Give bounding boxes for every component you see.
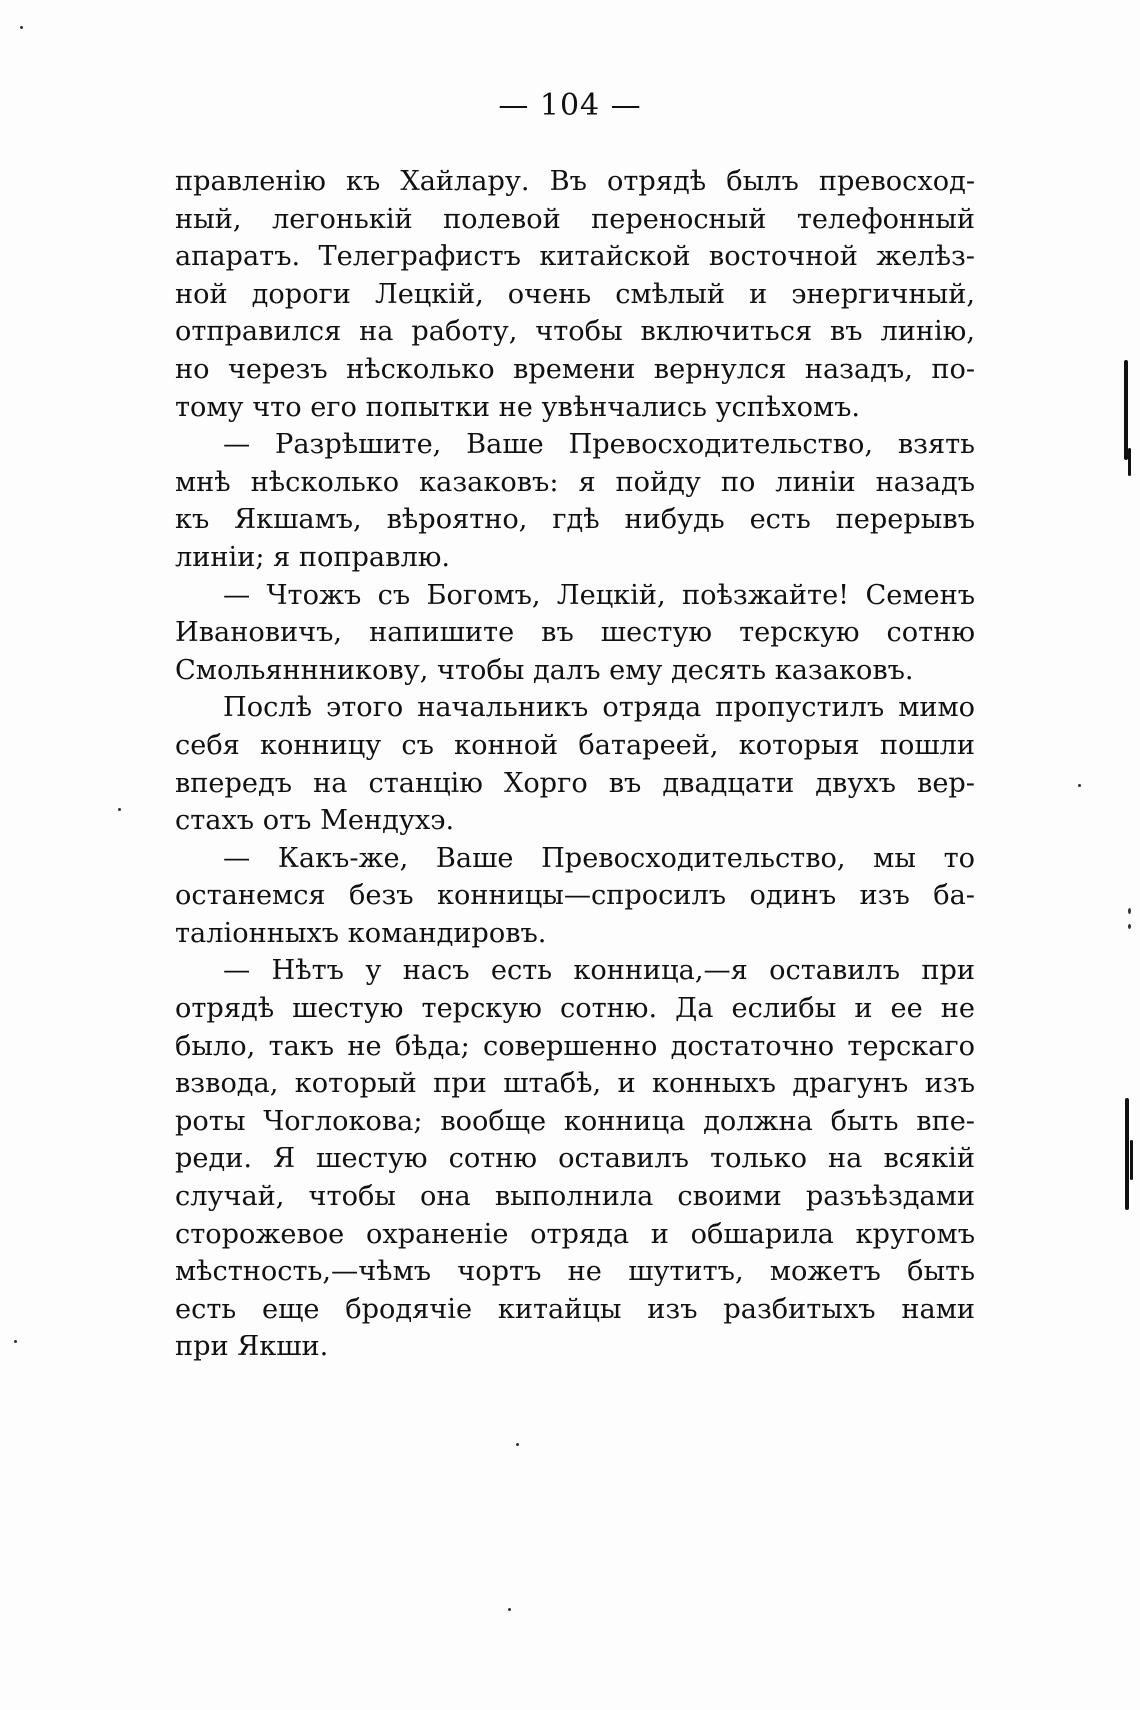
- text-line: но черезъ нѣсколько времени вернулся назадъ, по-: [175, 353, 975, 385]
- text-line: есть еще бродячіе китайцы изъ разбитыхъ нами: [175, 1293, 975, 1325]
- text-line: тому что его попытки не увѣнчались успѣхомъ.: [175, 391, 861, 423]
- text-line: Ивановичъ, напишите въ шестую терскую сотню: [175, 617, 975, 649]
- body-text: [175, 163, 975, 1366]
- text-line: правленію къ Хайлару. Въ отрядѣ былъ превосход-: [175, 166, 975, 197]
- text-line: линіи; я поправлю.: [175, 541, 451, 573]
- text-line: — Чтожъ съ Богомъ, Лецкій, поѣзжайте! Семенъ: [223, 579, 975, 611]
- text-line: при Якши.: [175, 1331, 329, 1363]
- scan-dot: [1078, 784, 1081, 787]
- text-line: — Какъ-же, Ваше Превосходительство, мы то: [223, 842, 975, 874]
- scan-dot: [118, 808, 121, 811]
- text-line: останемся безъ конницы—спросилъ одинъ изъ ба-: [175, 880, 975, 912]
- text-line: апаратъ. Телеграфистъ китайской восточной желѣз-: [175, 241, 975, 273]
- scan-dot: [508, 1608, 511, 1611]
- text-line: ной дороги Лецкій, очень смѣлый и энергичный,: [175, 278, 975, 310]
- text-line: таліонныхъ командировъ.: [175, 917, 547, 949]
- text-line: отрядѣ шестую терскую сотню. Да еслибы и ее не: [175, 993, 975, 1025]
- text-line: мнѣ нѣсколько казаковъ: я пойду по линіи назадъ: [175, 466, 975, 498]
- scan-dot: [1128, 908, 1131, 914]
- text-line: — Разрѣшите, Ваше Превосходительство, взять: [223, 429, 975, 461]
- text-line: Смольяннникову, чтобы далъ ему десять казаковъ.: [175, 654, 914, 686]
- text-line: взвода, который при штабѣ, и конныхъ драгунъ изъ: [175, 1068, 975, 1100]
- scan-dot: [20, 26, 23, 29]
- text-line: ный, легонькій полевой переносный телефонный: [175, 203, 975, 235]
- text-line: къ Якшамъ, вѣроятно, гдѣ нибудь есть перерывъ: [175, 504, 975, 536]
- scan-mark: [1130, 1140, 1133, 1180]
- text-line: сторожевое охраненіе отряда и обшарила кругомъ: [175, 1218, 975, 1250]
- text-line: мѣстность,—чѣмъ чортъ не шутитъ, можетъ быть: [175, 1256, 975, 1288]
- scan-dot: [516, 1443, 519, 1446]
- text-line: Послѣ этого начальникъ отряда пропустилъ мимо: [223, 692, 975, 724]
- scan-mark: [1125, 1098, 1129, 1210]
- text-line: случай, чтобы она выполнила своими разъѣздами: [175, 1181, 975, 1213]
- page-number: — 104 —: [498, 88, 642, 123]
- text-line: стахъ отъ Мендухэ.: [175, 805, 455, 837]
- text-line: себя конницу съ конной батареей, которыя пошли: [175, 729, 975, 761]
- text-line: было, такъ не бѣда; совершенно достаточно терскаго: [175, 1030, 975, 1062]
- scan-mark: [1128, 448, 1131, 476]
- scan-mark: [1124, 360, 1128, 460]
- text-line: впередъ на станцію Хорго въ двадцати двухъ вер-: [175, 767, 975, 799]
- text-line: — Нѣтъ у насъ есть конница,—я оставилъ при: [223, 955, 975, 987]
- text-line: отправился на работу, чтобы включиться въ линію,: [175, 316, 975, 348]
- text-line: реди. Я шестую сотню оставилъ только на всякій: [175, 1143, 975, 1175]
- text-line: роты Чоглокова; вообще конница должна быть впе-: [175, 1105, 975, 1137]
- scan-dot: [14, 1340, 17, 1343]
- scan-dot: [1128, 924, 1131, 929]
